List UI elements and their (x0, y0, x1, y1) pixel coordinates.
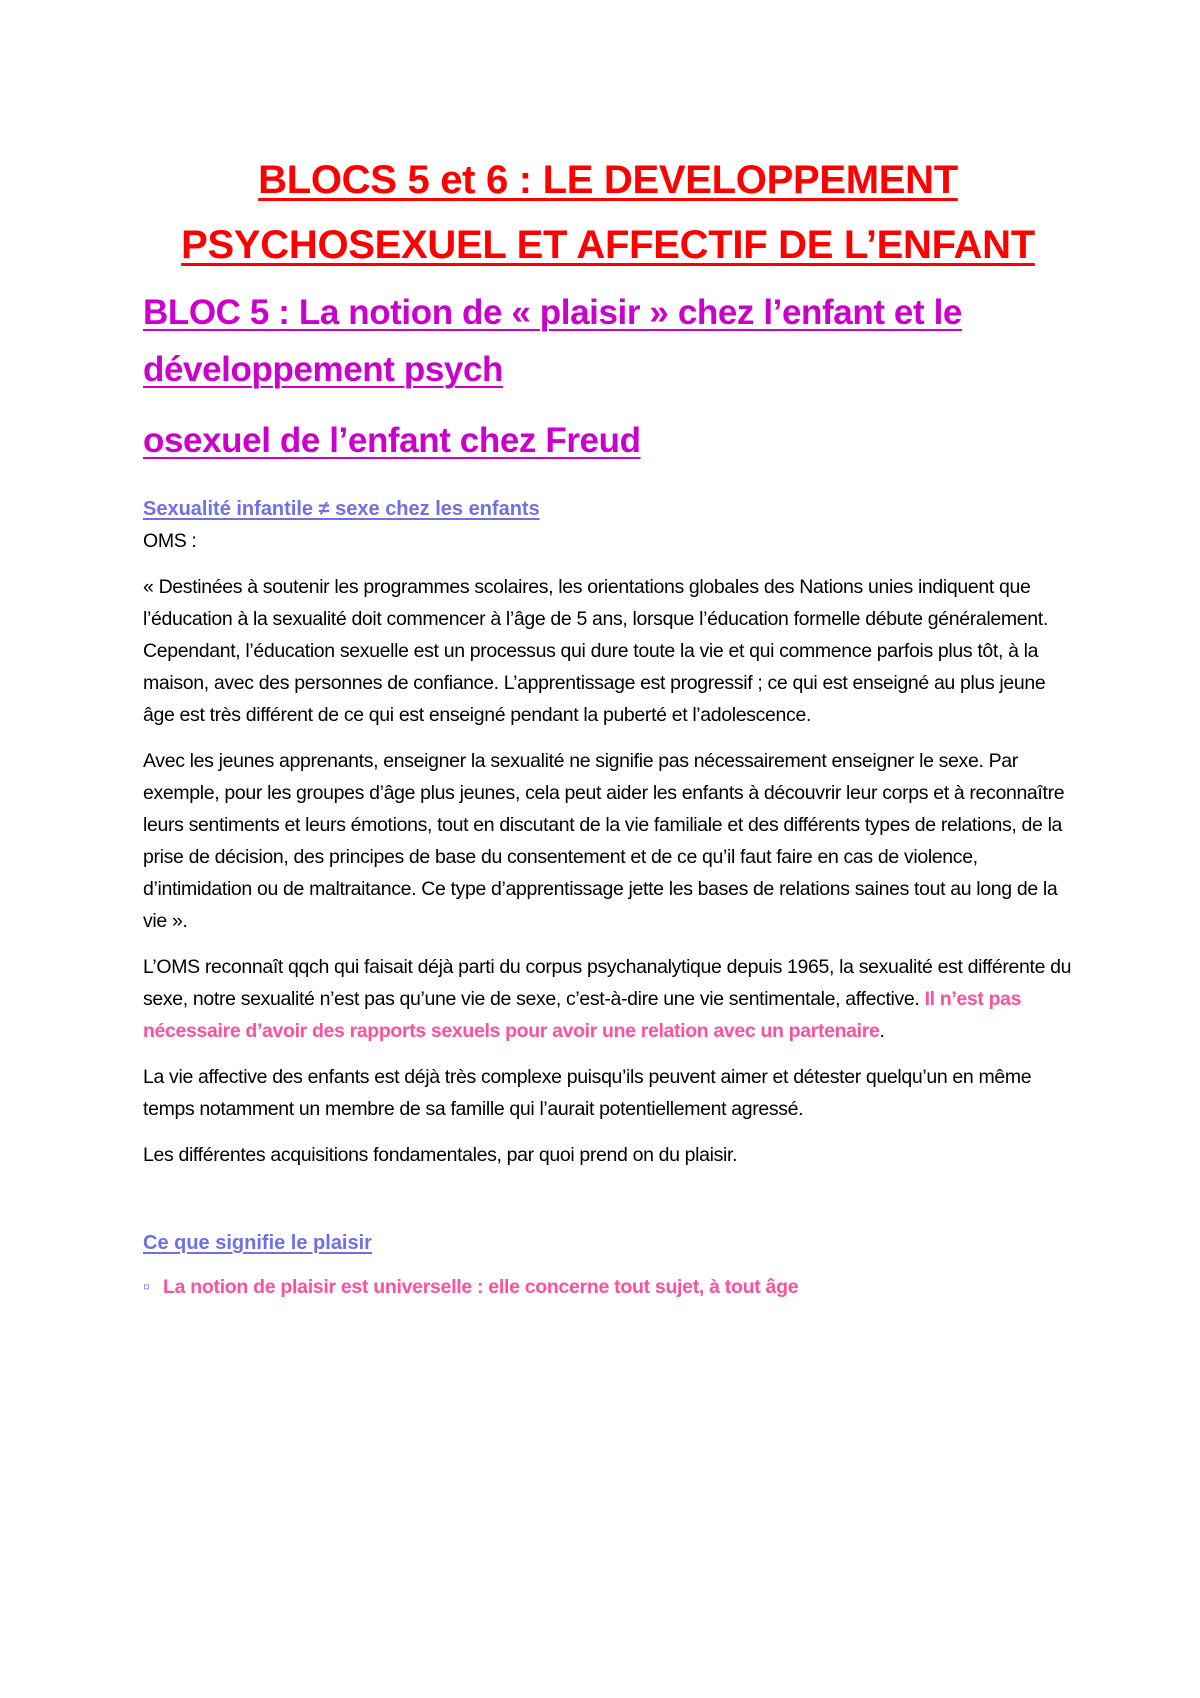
section-heading-sexualite: Sexualité infantile ≠ sexe chez les enfants (143, 498, 540, 520)
main-title-line2: PSYCHOSEXUEL ET AFFECTIF DE L’ENFANT (181, 223, 1035, 267)
bloc5-title (143, 284, 1073, 398)
paragraph-oms-reconnait (143, 951, 1073, 1047)
bloc5-title-line1: BLOC 5 : La notion de « plaisir » chez l’enfant et le (143, 293, 962, 332)
paragraph-acquisitions: Les différentes acquisitions fondamentales, par quoi prend on du plaisir. (143, 1144, 738, 1166)
oms-label: OMS : (143, 530, 197, 552)
bullet-square-icon: ▫ (143, 1276, 150, 1298)
bullet-item-plaisir (143, 1271, 1073, 1303)
quote-paragraph-2: Avec les jeunes apprenants, enseigner la sexualité ne signifie pas nécessairement enseigner le sexe. Par exemple, pour les groupes d’âge plus jeunes, cela peut aider les enfants à découvrir leur corps et à reconnaître leurs sentiments et leurs émotions, tout en discutant de la vie familiale et des différents types de relations, de la prise de décision, des principes de base du consentement et de ce qu’il faut faire en cas de violence, d’intimidation ou de maltraitance. Ce type d’apprentissage jette les bases de relations saines tout au long de la vie ». (143, 750, 1065, 932)
bloc5-title-line2: développement psych (143, 350, 504, 389)
highlighted-statement: Il n’est pas nécessaire d’avoir des rapports sexuels pour avoir une relation avec un partenaire (143, 988, 1022, 1042)
main-title-line1: BLOCS 5 et 6 : LE DEVELOPPEMENT (258, 158, 958, 202)
main-title (143, 148, 1073, 278)
quote-paragraph-1: « Destinées à soutenir les programmes scolaires, les orientations globales des Nations unies indiquent que l’éducation à la sexualité doit commencer à l’âge de 5 ans, lorsque l’éducation formelle débute généralement. Cependant, l’éducation sexuelle est un processus qui dure toute la vie et qui commence parfois plus tôt, à la maison, avec des personnes de confiance. L’apprentissage est progressif ; ce qui est enseigné au plus jeune âge est très différent de ce qui est enseigné pendant la puberté et l’adolescence. (143, 576, 1048, 726)
paragraph-vie-affective: La vie affective des enfants est déjà très complexe puisqu’ils peuvent aimer et détester quelqu’un en même temps notamment un membre de sa famille qui l’aurait potentiellement agressé. (143, 1066, 1032, 1120)
bloc5-title-continued (143, 412, 1073, 469)
document-page (143, 148, 1073, 1303)
paragraph-oms-text: L’OMS reconnaît qqch qui faisait déjà parti du corpus psychanalytique depuis 1965, la sexualité est différente du sexe, notre sexualité n’est pas qu’une vie de sexe, c’est-à-dire une vie sentimentale, affective. (143, 956, 1072, 1010)
section-heading-plaisir: Ce que signifie le plaisir (143, 1232, 372, 1254)
paragraph-period: . (879, 1020, 885, 1042)
bloc5-title-line3: osexuel de l’enfant chez Freud (143, 421, 641, 460)
bullet-text: La notion de plaisir est universelle : elle concerne tout sujet, à tout âge (163, 1276, 799, 1298)
